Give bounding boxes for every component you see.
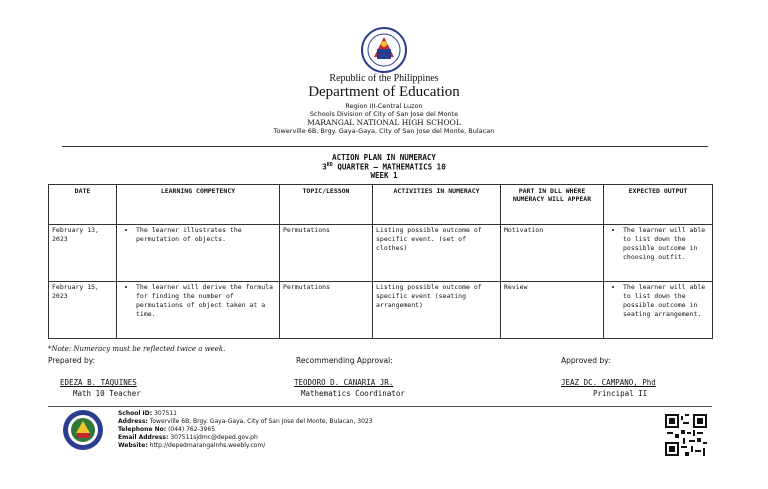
cell-topic: Permutations (280, 225, 373, 282)
cell-competency (117, 225, 280, 282)
table-header-row (49, 185, 713, 225)
approved-name: JEAZ DC. CAMPANO, Phd (561, 378, 656, 387)
recommending-name: TEODORO D. CANARIA JR. (294, 378, 394, 387)
cell-date: February 13, 2023 (49, 225, 117, 282)
cell-output (604, 282, 713, 339)
competency-item: • The learner illustrates the permutation of objects. (136, 226, 276, 244)
contact-address: Towerville 6B, Brgy. Gaya-Gaya, City of San Jose del Monte, Bulacan, 3023 (149, 418, 373, 425)
col-header-activities: ACTIVITIES IN NUMERACY (373, 185, 501, 225)
school-id: 307511 (154, 410, 177, 417)
cell-part: Review (501, 282, 604, 339)
department-name: Department of Education (308, 84, 460, 100)
table-row (49, 282, 713, 339)
col-header-topic: TOPIC/LESSON (280, 185, 373, 225)
col-header-date: DATE (49, 185, 117, 225)
col-header-part: PART IN DLL WHERE NUMERACY WILL APPEAR (501, 185, 604, 225)
output-item: • The learner will able to list down the possible outcome in choosing outfit. (623, 226, 709, 262)
division-line: Schools Division of City of San Jose del Monte (309, 110, 459, 118)
school-contact-block: School ID: 307511 Address: Towerville 6B, Brgy. Gaya-Gaya, City of San Jose del Monte, Bulacan, 3023 Telephone No: (044) 762-3965 Email Address: 307511sjdmc@deped.gov.ph Website: http://depedmarangalnhs.weebly.com/ (118, 410, 373, 449)
cell-activities: Listing possible outcome of specific event. (set of clothes) (373, 225, 501, 282)
footer-divider (48, 406, 712, 407)
school-address: Towerville 6B, Brgy. Gaya-Gaya, City of San Jose del Monte, Bulacan (273, 127, 495, 135)
qr-code-icon[interactable] (665, 414, 707, 456)
recommending-label: Recommending Approval: (296, 356, 393, 365)
approved-position: Principal II (593, 389, 648, 398)
header-divider (62, 146, 708, 147)
table-row (49, 225, 713, 282)
col-header-competency: LEARNING COMPETENCY (117, 185, 280, 225)
prepared-name: EDEZA B. TAQUINES (60, 378, 137, 387)
prepared-by-label: Prepared by: (48, 356, 96, 365)
cell-activities: Listing possible outcome of specific event (seating arrangement) (373, 282, 501, 339)
numeracy-note: *Note: Numeracy must be reflected twice a week. (48, 345, 226, 353)
recommending-position: Mathematics Coordinator (301, 389, 405, 398)
cell-date: February 15, 2023 (49, 282, 117, 339)
quarter-line: 3RD QUARTER – MATHEMATICS 10 (322, 162, 446, 172)
telephone: (044) 762-3965 (168, 426, 216, 433)
cell-topic: Permutations (280, 282, 373, 339)
col-header-output: EXPECTED OUTPUT (604, 185, 713, 225)
school-name: MARANGAL NATIONAL HIGH SCHOOL (307, 118, 461, 127)
competency-item: • The learner will derive the formula for finding the number of permutations of object taken at a time. (136, 283, 276, 319)
prepared-position: Math 10 Teacher (73, 389, 141, 398)
region-line: Region III-Central Luzon (345, 102, 423, 110)
email-address: 307511sjdmc@deped.gov.ph (170, 434, 258, 441)
cell-part: Motivation (501, 225, 604, 282)
website-link[interactable]: http://depedmarangalnhs.weebly.com/ (149, 442, 266, 449)
republic-line: Republic of the Philippines (329, 73, 439, 84)
plan-title: ACTION PLAN IN NUMERACY (332, 153, 436, 162)
deped-seal-icon (361, 27, 407, 73)
approved-by-label: Approved by: (561, 356, 611, 365)
output-item: • The learner will able to list down the possible outcome in seating arrangement. (623, 283, 709, 319)
action-plan-table (48, 184, 713, 339)
school-logo-icon (62, 409, 104, 451)
cell-output (604, 225, 713, 282)
week-line: WEEK 1 (370, 171, 398, 180)
cell-competency (117, 282, 280, 339)
